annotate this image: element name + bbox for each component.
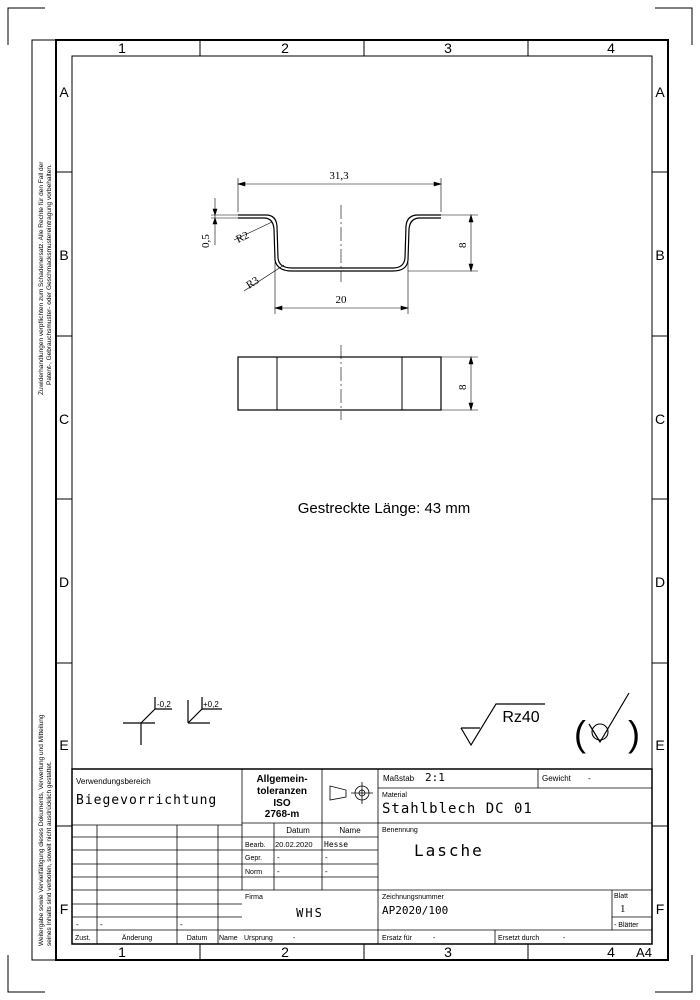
col-label-bottom-1: 1 (118, 944, 126, 960)
dim-width-label: 31,3 (329, 170, 349, 182)
gepr-name: - (325, 853, 328, 862)
side-notes (38, 161, 53, 946)
gepr-date: - (277, 853, 280, 862)
general-roughness-symbol (574, 693, 640, 754)
weight-value: - (588, 774, 591, 783)
drawing-no-value: AP2020/100 (382, 904, 449, 917)
sheets-label: - Blätter (614, 922, 639, 929)
row-label-left-f: F (59, 901, 69, 917)
row-label-right-f: F (655, 901, 665, 917)
side-note-top-2: Patent-, Gebrauchsmuster- oder Geschmacksmustereintragung vorbehalten. (46, 164, 53, 385)
row-label-right-b: B (655, 247, 665, 263)
zust-label: Zust. (75, 935, 91, 942)
bearb-date: 20.02.2020 (275, 840, 313, 849)
replaces-value: - (433, 935, 436, 942)
col-label-bottom-3: 3 (444, 944, 452, 960)
rev-dash-2: - (100, 920, 103, 929)
row-label-right-d: D (654, 574, 666, 590)
material-label: Material (382, 792, 407, 799)
tolerance-line-2: toleranzen (256, 786, 308, 797)
row-label-left-e: E (59, 737, 69, 753)
origin-value: - (293, 935, 296, 942)
gepr-label: Gepr. (245, 855, 263, 862)
tolerance-line-1: Allgemein- (256, 774, 308, 785)
col-label-bottom-2: 2 (281, 944, 289, 960)
dim-top-height-label: 8 (457, 384, 469, 390)
company-label: Firma (245, 894, 263, 901)
col-label-top-2: 2 (281, 40, 289, 56)
row-label-left-d: D (58, 574, 70, 590)
row-label-right-c: C (654, 411, 666, 427)
col-label-top-4: 4 (607, 40, 615, 56)
title-block (72, 769, 652, 944)
rev-dash-3: - (180, 920, 183, 929)
replaced-by-value: - (563, 935, 566, 942)
row-label-left-c: C (58, 411, 70, 427)
usage-label: Verwendungsbereich (76, 777, 151, 786)
sheet-label: Blatt (614, 893, 629, 900)
row-label-right-a: A (655, 84, 665, 100)
row-label-left-a: A (59, 84, 69, 100)
row-label-right-e: E (655, 737, 665, 753)
scale-label: Maßstab (383, 774, 415, 783)
company-value: WHS (296, 906, 324, 920)
bearb-label: Bearb. (245, 842, 266, 849)
stretched-length-note: Gestreckte Länge: 43 mm (297, 500, 471, 517)
col-label-top-3: 3 (444, 40, 452, 56)
sheet-value: 1 (620, 903, 626, 915)
dim-radius-inner-label: R3 (244, 274, 262, 292)
side-note-bottom-2: seines Inhalts sind verboten, soweit nicht ausdrücklich gestattet. (46, 761, 53, 946)
profile-inner-line (238, 218, 441, 271)
top-view (238, 345, 478, 420)
profile-view (200, 170, 478, 314)
scale-value: 2:1 (425, 771, 445, 784)
side-note-bottom-1: Weitergabe sowie Vervielfältigung dieses Dokuments, Verwertung und Mitteilung (38, 714, 45, 946)
rev-dash-1: - (76, 920, 79, 929)
bearb-name: Hesse (324, 840, 349, 849)
change-label: Änderung (121, 935, 153, 942)
dim-radius-outer-label: R2 (234, 229, 251, 246)
norm-label: Norm (245, 869, 263, 876)
tolerance-line-3: ISO (273, 798, 291, 809)
row-label-left-b: B (59, 247, 69, 263)
norm-date: - (277, 867, 280, 876)
material-value: Stahlblech DC 01 (382, 801, 533, 817)
origin-label: Ursprung (244, 935, 273, 942)
dim-height-label: 8 (457, 242, 469, 248)
side-note-top-1: Zuwiderhandlungen verpflichten zum Schadenersatz. Alle Rechte für den Fall der (38, 161, 45, 395)
replaced-by-label: Ersetzt durch (498, 935, 540, 942)
designation-label: Benennung (382, 827, 418, 834)
name-header: Name (339, 826, 361, 835)
tolerance-line-4: 2768-m (264, 809, 300, 820)
roughness-label: Rz40 (502, 709, 540, 726)
open-bracket-icon: ( (574, 713, 586, 754)
col-label-bottom-4: 4 (607, 944, 615, 960)
tol-plus-label: +0,2 (203, 700, 219, 709)
drawing-no-label: Zeichnungsnummer (382, 894, 444, 901)
name-label: Name (219, 935, 238, 942)
usage-value: Biegevorrichtung (76, 793, 218, 808)
weight-label: Gewicht (542, 774, 571, 783)
tol-minus-label: -0,2 (157, 700, 171, 709)
norm-name: - (325, 867, 328, 876)
dim-base-label: 20 (335, 294, 347, 306)
replaces-label: Ersatz für (382, 935, 412, 942)
date-header: Datum (286, 826, 310, 835)
datum-label: Datum (186, 935, 208, 942)
dim-thickness-label: 0,5 (200, 234, 212, 248)
designation-value: Lasche (414, 841, 484, 860)
format-label: A4 (636, 945, 652, 960)
close-bracket-icon: ) (628, 713, 640, 754)
col-label-top-1: 1 (118, 40, 126, 56)
